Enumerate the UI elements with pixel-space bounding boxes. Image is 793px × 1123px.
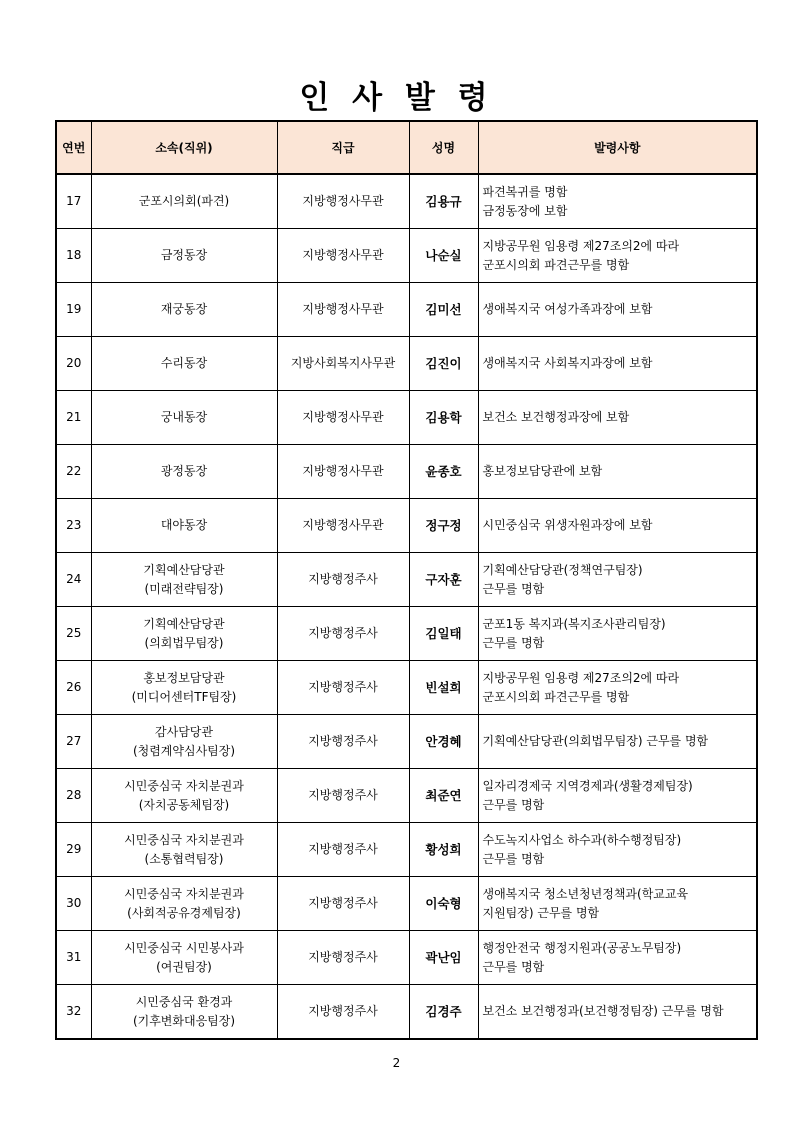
table-row — [56, 607, 757, 661]
row-name: 김경주 — [409, 985, 478, 1040]
row-name: 김용학 — [409, 391, 478, 445]
row-dept: 기획예산담당관 (의회법무팀장) — [91, 607, 277, 661]
row-grade: 지방행정사무관 — [277, 283, 409, 337]
row-action: 일자리경제국 지역경제과(생활경제팀장) 근무를 명함 — [478, 769, 757, 823]
row-name: 김진이 — [409, 337, 478, 391]
row-grade: 지방행정주사 — [277, 769, 409, 823]
row-name: 김일태 — [409, 607, 478, 661]
row-action: 수도녹지사업소 하수과(하수행정팀장) 근무를 명함 — [478, 823, 757, 877]
row-name: 나순실 — [409, 229, 478, 283]
table-row — [56, 174, 757, 229]
row-action: 시민중심국 위생자원과장에 보함 — [478, 499, 757, 553]
table-row — [56, 445, 757, 499]
table-row — [56, 283, 757, 337]
personnel-table — [55, 120, 758, 1040]
row-name: 빈설희 — [409, 661, 478, 715]
table-row — [56, 769, 757, 823]
row-dept: 재궁동장 — [91, 283, 277, 337]
row-dept: 감사담당관 (청렴계약심사팀장) — [91, 715, 277, 769]
table-row — [56, 229, 757, 283]
row-number: 26 — [56, 661, 91, 715]
row-name: 김미선 — [409, 283, 478, 337]
header-action: 발령사항 — [478, 121, 757, 174]
table-row — [56, 877, 757, 931]
row-action: 홍보정보담당관에 보함 — [478, 445, 757, 499]
row-number: 31 — [56, 931, 91, 985]
row-dept: 대야동장 — [91, 499, 277, 553]
row-dept: 기획예산담당관 (미래전략팀장) — [91, 553, 277, 607]
row-grade: 지방행정사무관 — [277, 174, 409, 229]
table-row — [56, 823, 757, 877]
row-dept: 수리동장 — [91, 337, 277, 391]
row-dept: 시민중심국 자치분권과 (자치공동체팀장) — [91, 769, 277, 823]
row-number: 20 — [56, 337, 91, 391]
row-number: 27 — [56, 715, 91, 769]
row-name: 곽난임 — [409, 931, 478, 985]
row-grade: 지방행정주사 — [277, 823, 409, 877]
row-number: 25 — [56, 607, 91, 661]
row-number: 22 — [56, 445, 91, 499]
table-row — [56, 553, 757, 607]
row-name: 김용규 — [409, 174, 478, 229]
row-number: 24 — [56, 553, 91, 607]
row-dept: 금정동장 — [91, 229, 277, 283]
table-row — [56, 499, 757, 553]
row-grade: 지방행정사무관 — [277, 499, 409, 553]
table-row — [56, 931, 757, 985]
row-number: 18 — [56, 229, 91, 283]
page-number: 2 — [392, 1056, 401, 1070]
row-action: 군포1동 복지과(복지조사관리팀장) 근무를 명함 — [478, 607, 757, 661]
table-row — [56, 661, 757, 715]
row-dept: 홍보정보담당관 (미디어센터TF팀장) — [91, 661, 277, 715]
row-dept: 시민중심국 시민봉사과 (여권팀장) — [91, 931, 277, 985]
row-action: 보건소 보건행정과장에 보함 — [478, 391, 757, 445]
row-grade: 지방행정주사 — [277, 607, 409, 661]
row-number: 19 — [56, 283, 91, 337]
row-action: 지방공무원 임용령 제27조의2에 따라 군포시의회 파견근무를 명함 — [478, 229, 757, 283]
row-action: 행정안전국 행정지원과(공공노무팀장) 근무를 명함 — [478, 931, 757, 985]
row-dept: 궁내동장 — [91, 391, 277, 445]
row-grade: 지방행정주사 — [277, 661, 409, 715]
row-dept: 시민중심국 자치분권과 (소통협력팀장) — [91, 823, 277, 877]
row-grade: 지방행정사무관 — [277, 391, 409, 445]
row-dept: 시민중심국 자치분권과 (사회적공유경제팀장) — [91, 877, 277, 931]
row-name: 황성희 — [409, 823, 478, 877]
table-row — [56, 337, 757, 391]
row-action: 생애복지국 사회복지과장에 보함 — [478, 337, 757, 391]
row-action: 생애복지국 여성가족과장에 보함 — [478, 283, 757, 337]
row-grade: 지방행정주사 — [277, 553, 409, 607]
row-number: 29 — [56, 823, 91, 877]
row-number: 30 — [56, 877, 91, 931]
row-name: 윤종호 — [409, 445, 478, 499]
row-grade: 지방사회복지사무관 — [277, 337, 409, 391]
header-name: 성명 — [409, 121, 478, 174]
row-number: 28 — [56, 769, 91, 823]
header-num: 연번 — [56, 121, 91, 174]
row-number: 23 — [56, 499, 91, 553]
row-name: 안경혜 — [409, 715, 478, 769]
header-dept: 소속(직위) — [91, 121, 277, 174]
row-dept: 광정동장 — [91, 445, 277, 499]
row-name: 구자훈 — [409, 553, 478, 607]
row-grade: 지방행정주사 — [277, 931, 409, 985]
table-row — [56, 715, 757, 769]
table-header-row — [56, 121, 757, 174]
row-action: 보건소 보건행정과(보건행정팀장) 근무를 명함 — [478, 985, 757, 1040]
row-grade: 지방행정주사 — [277, 877, 409, 931]
row-dept: 군포시의회(파견) — [91, 174, 277, 229]
row-action: 생애복지국 청소년청년정책과(학교교육 지원팀장) 근무를 명함 — [478, 877, 757, 931]
row-name: 정구정 — [409, 499, 478, 553]
row-grade: 지방행정주사 — [277, 985, 409, 1040]
row-grade: 지방행정사무관 — [277, 229, 409, 283]
table-row — [56, 391, 757, 445]
document-title: 인 사 발 령 — [299, 80, 494, 116]
row-name: 최준연 — [409, 769, 478, 823]
row-number: 21 — [56, 391, 91, 445]
row-grade: 지방행정사무관 — [277, 445, 409, 499]
row-action: 기획예산담당관(정책연구팀장) 근무를 명함 — [478, 553, 757, 607]
row-number: 32 — [56, 985, 91, 1040]
row-dept: 시민중심국 환경과 (기후변화대응팀장) — [91, 985, 277, 1040]
row-action: 지방공무원 임용령 제27조의2에 따라 군포시의회 파견근무를 명함 — [478, 661, 757, 715]
row-action: 기획예산담당관(의회법무팀장) 근무를 명함 — [478, 715, 757, 769]
row-grade: 지방행정주사 — [277, 715, 409, 769]
row-number: 17 — [56, 174, 91, 229]
table-row — [56, 985, 757, 1040]
row-name: 이숙형 — [409, 877, 478, 931]
header-grade: 직급 — [277, 121, 409, 174]
row-action: 파견복귀를 명함 금정동장에 보함 — [478, 174, 757, 229]
